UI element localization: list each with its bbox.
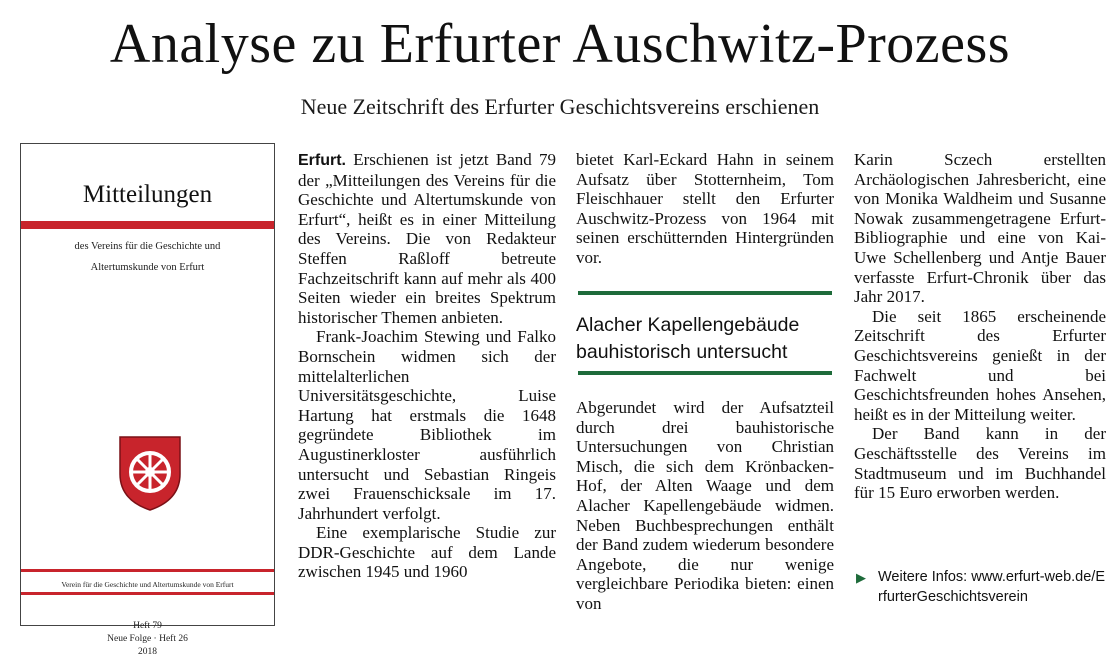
cover-subtitle bbox=[21, 236, 274, 278]
intertitle: Alacher Kapellengebäude bauhistorisch untersucht bbox=[576, 314, 800, 363]
paragraph-text: Erschienen ist jetzt Band 79 der „Mitteilungen des Vereins für die Geschichte und Altertumskunde von Erfurt“, heißt es in einer Mitteilung des Vereins. Die von Redakteur Steffen Raßloff betreute Fachzeitschrift kann auf mehr als 400 Seiten wieder ein breites Spektrum historischer Themen anbieten. bbox=[298, 150, 557, 327]
paragraph: Der Band kann in der Geschäftsstelle des Vereins im Stadtmuseum und im Buchhandel für 15 Euro erworben werden. bbox=[854, 424, 1106, 503]
paragraph bbox=[298, 150, 556, 327]
paragraph: Eine exemplarische Studie zur DDR-Geschichte auf dem Lande zwischen 1945 und 1960 bbox=[298, 523, 556, 582]
cover-title: Mitteilungen bbox=[82, 181, 213, 208]
article-column-1 bbox=[298, 150, 556, 582]
cover-issue-number: Heft 79 bbox=[133, 621, 162, 631]
cover-series: Neue Folge · Heft 26 bbox=[107, 634, 188, 644]
info-box bbox=[856, 568, 1108, 607]
box-bottom-rule bbox=[578, 371, 832, 375]
erfurt-wheel-coat-of-arms-icon bbox=[117, 434, 183, 512]
cover-subtitle-line1: des Vereins für die Geschichte und bbox=[74, 241, 221, 252]
article-column-2-continued bbox=[576, 398, 834, 614]
paragraph: bietet Karl-Eckard Hahn in seinem Aufsatz über Stotternheim, Tom Fleischhauer stellt den Erfurter Auschwitz-Prozess von 1964 mit seinen erschütternden Hintergründen vor. bbox=[576, 150, 834, 267]
dateline: Erfurt. bbox=[298, 152, 346, 169]
paragraph: Abgerundet wird der Aufsatzteil durch drei bauhistorische Untersuchungen von Christian Misch, die sich dem Krönbacken-Hof, der Alten Waage und dem Alacher Kapellengebäude widmen. Neben Buchbesprechungen enthält der Band zudem wiederum besondere Angebote, die nur wenige vergleichbare Periodika bieten: einen von bbox=[576, 398, 834, 613]
cover-top-red-bar bbox=[21, 221, 274, 229]
article-column-2 bbox=[576, 150, 834, 268]
cover-issue-info bbox=[21, 620, 274, 659]
headline: Analyse zu Erfurter Auschwitz-Prozess bbox=[109, 13, 1011, 75]
cover-year: 2018 bbox=[138, 647, 157, 657]
paragraph: Die seit 1865 erscheinende Zeitschrift des Erfurter Geschichtsvereins genießt in der Fachwelt und bei Geschichtsfreunden hohes Ansehen, heißt es in der Mitteilung weiter. bbox=[854, 306, 1106, 424]
book-cover-image bbox=[20, 143, 275, 657]
cover-bottom-red-rule-2 bbox=[21, 592, 274, 595]
cover-publisher: Verein für die Geschichte und Altertumskunde von Erfurt bbox=[61, 580, 234, 589]
article-column-3 bbox=[854, 150, 1106, 503]
box-top-rule bbox=[578, 291, 832, 295]
subheadline: Neue Zeitschrift des Erfurter Geschichtsvereins erschienen bbox=[300, 94, 820, 119]
paragraph: Karin Sczech erstellten Archäologischen Jahresbericht, eine von Monika Waldheim und Susanne Nowak zusammengetragene Erfurt-Bibliographie und eine von Kai-Uwe Schellenberg und Antje Bauer verfasste Erfurt-Chronik über das Jahr 2017. bbox=[854, 150, 1106, 307]
info-link-text[interactable]: Weitere Infos: www.erfurt-web.de/ErfurterGeschichtsverein bbox=[878, 569, 1105, 605]
cover-subtitle-line2: Altertumskunde von Erfurt bbox=[90, 262, 205, 273]
triangle-right-icon: ▶ bbox=[856, 570, 866, 585]
cover-bottom-red-rule bbox=[21, 569, 274, 572]
paragraph: Frank-Joachim Stewing und Falko Bornschein widmen sich der mittelalterlichen Universitätsgeschichte, Luise Hartung hat erstmals die 1648 gegründete Bibliothek im Augustinerkloster ausführlich untersucht und Sebastian Ringeis zwei Frauenschicksale im 17. Jahrhundert verfolgt. bbox=[298, 327, 556, 523]
